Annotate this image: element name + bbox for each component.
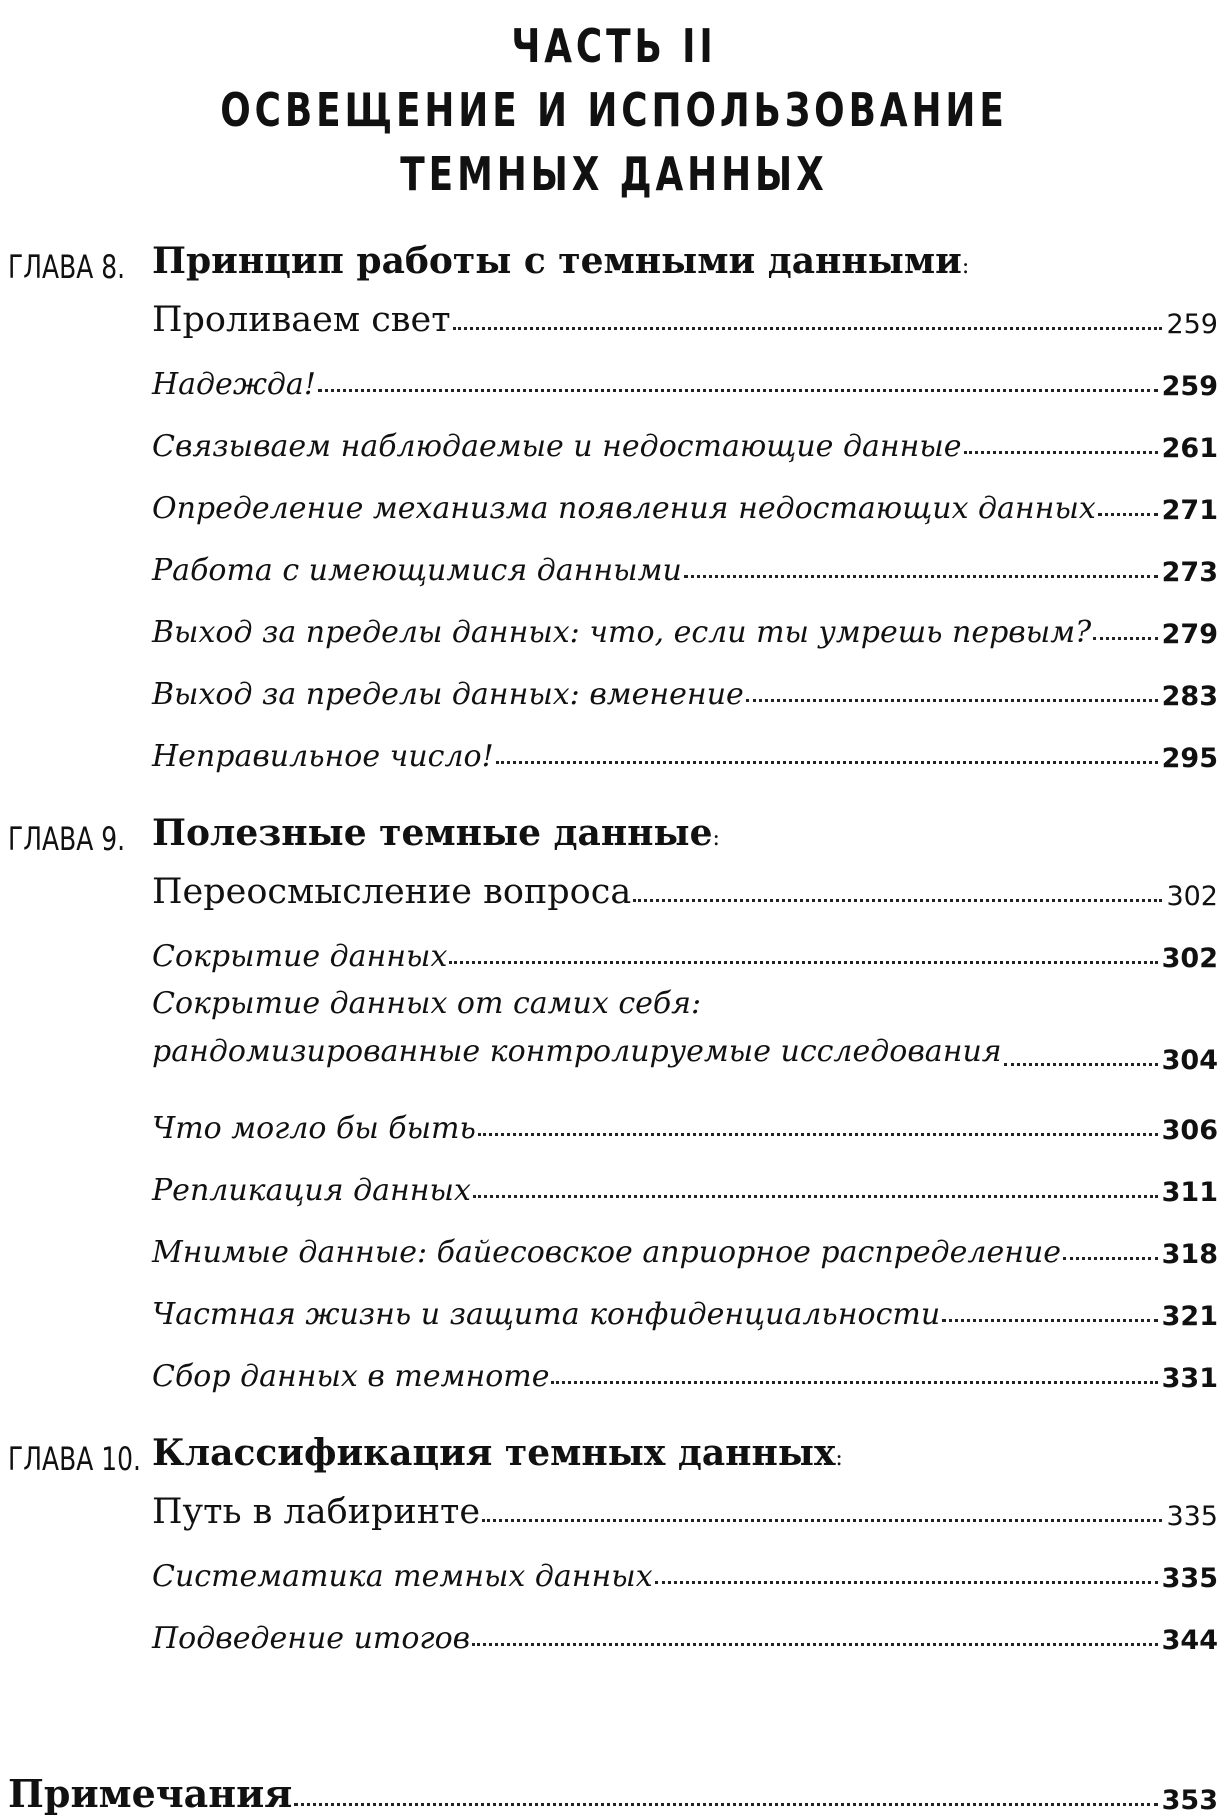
toc-entry[interactable] <box>152 1600 1218 1656</box>
chapter-9-label: ГЛАВА 9. <box>8 820 126 858</box>
dot-leader <box>318 389 1158 392</box>
toc-entry-title: Мнимые данные: байесовское априорное распределение <box>152 1235 1062 1270</box>
chapter-9-title[interactable]: Полезные темные данные: <box>152 812 720 854</box>
toc-entry-title: Систематика темных данных <box>152 1559 653 1594</box>
toc-entry[interactable] <box>152 1338 1218 1394</box>
page-number: 283 <box>1161 681 1218 712</box>
page-number: 335 <box>1166 1501 1218 1532</box>
chapter-8-label: ГЛАВА 8. <box>8 248 126 286</box>
page-number: 306 <box>1161 1115 1218 1146</box>
page-number: 318 <box>1161 1239 1218 1270</box>
toc-entry-title: Связываем наблюдаемые и недостающие данные <box>152 429 962 464</box>
dot-leader <box>449 961 1157 964</box>
dot-leader <box>1004 1063 1158 1066</box>
toc-entry[interactable] <box>152 284 1218 340</box>
toc-entry[interactable] <box>152 1476 1218 1532</box>
page-number: 295 <box>1161 743 1218 774</box>
dot-leader <box>684 575 1158 578</box>
notes-entry[interactable] <box>8 1760 1218 1816</box>
dot-leader <box>453 327 1163 330</box>
toc-entry[interactable] <box>152 1090 1218 1146</box>
page-number: 335 <box>1161 1563 1218 1594</box>
toc-entry-title: Сокрытие данных от самих себя: <box>152 986 702 1021</box>
toc-entry[interactable] <box>152 1276 1218 1332</box>
dot-leader <box>472 1643 1158 1646</box>
page-number: 279 <box>1161 619 1218 650</box>
dot-leader <box>1098 513 1158 516</box>
toc-entry-title: Выход за пределы данных: вменение <box>152 677 744 712</box>
toc-entry[interactable] <box>152 346 1218 402</box>
chapter-10-title[interactable]: Классификация темных данных: <box>152 1432 843 1474</box>
page-number: 271 <box>1161 495 1218 526</box>
toc-entry[interactable] <box>152 980 1218 1076</box>
toc-entry[interactable] <box>152 594 1218 650</box>
toc-entry[interactable] <box>152 1152 1218 1208</box>
page-number: 302 <box>1166 881 1218 912</box>
dot-leader <box>478 1133 1158 1136</box>
toc-entry-title: Что могло бы быть <box>152 1111 476 1146</box>
dot-leader <box>551 1381 1157 1384</box>
toc-entry-title: Репликация данных <box>152 1173 471 1208</box>
page-number: 353 <box>1161 1785 1218 1816</box>
part-title-line-2: ТЕМНЫХ ДАННЫХ <box>400 147 828 201</box>
toc-entry-title: Выход за пределы данных: что, если ты умрешь первым? <box>152 615 1092 650</box>
dot-leader <box>746 699 1158 702</box>
page-number: 344 <box>1161 1625 1218 1656</box>
chapter-10-label: ГЛАВА 10. <box>8 1440 141 1478</box>
toc-entry[interactable] <box>152 1538 1218 1594</box>
toc-entry-title: Надежда! <box>152 367 316 402</box>
toc-entry[interactable] <box>152 856 1218 912</box>
toc-entry-title: Проливаем свет <box>152 300 451 340</box>
toc-entry[interactable] <box>152 1214 1218 1270</box>
toc-entry-title: Переосмысление вопроса <box>152 872 632 912</box>
toc-entry-title: Подведение итогов <box>152 1621 471 1656</box>
toc-entry-title: Путь в лабиринте <box>152 1492 481 1532</box>
dot-leader <box>496 761 1158 764</box>
toc-entry-title-stack <box>152 980 1002 1076</box>
toc-entry-title: Работа с имеющимися данными <box>152 553 682 588</box>
page-number: 331 <box>1161 1363 1218 1394</box>
page-number: 321 <box>1161 1301 1218 1332</box>
part-number: ЧАСТЬ II <box>511 19 717 73</box>
dot-leader <box>964 451 1158 454</box>
toc-entry-title: Определение механизма появления недостающих данных <box>152 491 1096 526</box>
dot-leader <box>482 1519 1162 1522</box>
toc-entry-title: Сбор данных в темноте <box>152 1359 550 1394</box>
toc-entry[interactable] <box>152 470 1218 526</box>
page-number: 261 <box>1161 433 1218 464</box>
page-number: 311 <box>1161 1177 1218 1208</box>
dot-leader <box>633 899 1162 902</box>
toc-entry[interactable] <box>152 656 1218 712</box>
dot-leader <box>942 1319 1157 1322</box>
toc-entry[interactable] <box>152 532 1218 588</box>
part-title-line-1: ОСВЕЩЕНИЕ И ИСПОЛЬЗОВАНИЕ <box>220 83 1008 137</box>
chapter-8-title[interactable]: Принцип работы с темными данными: <box>152 240 970 282</box>
dot-leader <box>655 1581 1158 1584</box>
toc-entry[interactable] <box>152 718 1218 774</box>
dot-leader <box>473 1195 1158 1198</box>
page-number: 273 <box>1161 557 1218 588</box>
page-number: 304 <box>1161 1045 1218 1076</box>
toc-entry-title-continued: рандомизированные контролируемые исследования <box>152 1034 1002 1069</box>
notes-title: Примечания <box>8 1771 293 1816</box>
dot-leader <box>294 1803 1157 1806</box>
page-number: 302 <box>1161 943 1218 974</box>
part-heading <box>135 14 1093 206</box>
toc-entry[interactable] <box>152 408 1218 464</box>
page-number: 259 <box>1161 371 1218 402</box>
toc-entry-title: Сокрытие данных <box>152 939 448 974</box>
toc-entry-title: Неправильное число! <box>152 739 494 774</box>
dot-leader <box>1063 1257 1158 1260</box>
dot-leader <box>1093 637 1157 640</box>
toc-entry-title: Частная жизнь и защита конфиденциальности <box>152 1297 941 1332</box>
toc-entry[interactable] <box>152 918 1218 974</box>
page-number: 259 <box>1166 309 1218 340</box>
